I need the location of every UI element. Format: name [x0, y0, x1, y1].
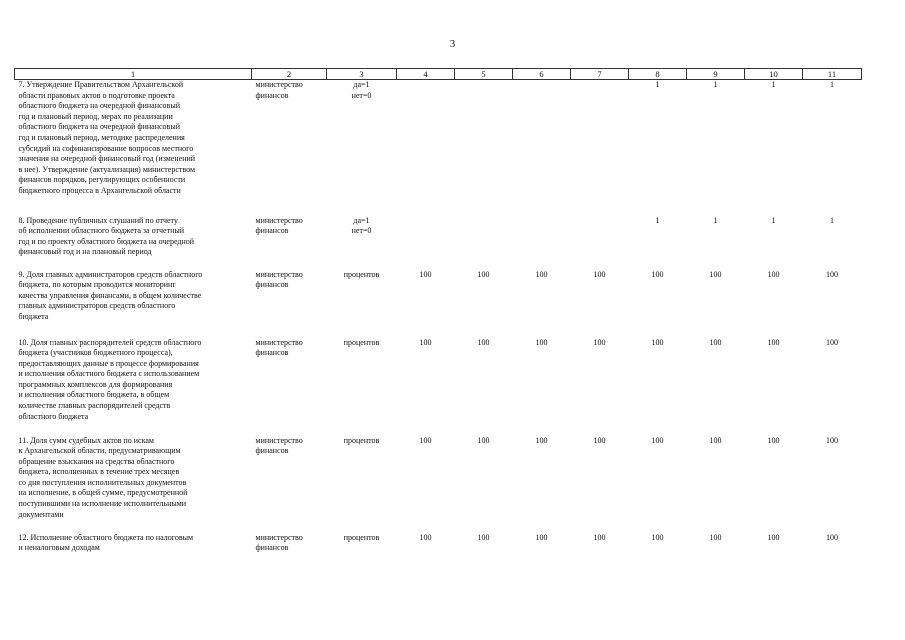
- table-row: [15, 270, 862, 338]
- responsible-executor: министерство финансов: [255, 435, 303, 456]
- value-cell: 100: [709, 532, 722, 542]
- unit-of-measure: процентов: [343, 269, 380, 279]
- value-cell: 100: [535, 532, 548, 542]
- value-cell: 100: [535, 435, 548, 445]
- value-cell: 100: [593, 337, 606, 347]
- value-cell: [455, 216, 513, 270]
- value-cell: 1: [655, 80, 660, 89]
- value-cell: 100: [767, 435, 780, 445]
- value-cell: 1: [830, 80, 834, 89]
- value-cell: 100: [767, 269, 780, 279]
- value-cell: 100: [651, 435, 664, 445]
- indicator-name: 10. Доля главных распорядителей средств областного бюджета (участников бюджетного процесса), предоставляющих данные в процессе формирования и исполнения областного бюджета с использованием программных комплексов для формирования и исполнения областного бюджета, в общем количестве главных распорядителей средств областного бюджета: [18, 337, 202, 421]
- value-cell: 100: [826, 532, 838, 542]
- value-cell: [455, 80, 513, 216]
- column-header: 7: [571, 69, 629, 80]
- table-row: [15, 436, 862, 533]
- unit-of-measure: процентов: [343, 435, 380, 445]
- value-cell: 100: [826, 337, 838, 347]
- value-cell: [397, 80, 455, 216]
- value-cell: 100: [477, 435, 490, 445]
- value-cell: 100: [535, 337, 548, 347]
- responsible-executor: министерство финансов: [255, 269, 303, 290]
- column-header: 2: [252, 69, 327, 80]
- responsible-executor: министерство финансов: [255, 337, 303, 358]
- value-cell: 100: [767, 532, 780, 542]
- value-cell: 1: [830, 215, 834, 225]
- value-cell: 1: [655, 215, 660, 225]
- value-cell: 100: [593, 435, 606, 445]
- indicator-name: 7. Утверждение Правительством Архангельской области правовых актов о подготовке проекта областного бюджета на очередной финансовый год и плановый период, мерах по реализации областного бюджета на очередной финансовый год и плановый период, методике распределения субсидий на софинансирование вопросов местного значения на очередной финансовый год (изменений в нее). Утверждение (актуализация) министерством финансов порядков, регулирующих особенности бюджетного процесса в Архангельской области: [18, 80, 196, 195]
- column-header: 9: [687, 69, 745, 80]
- value-cell: 100: [709, 337, 722, 347]
- value-cell: 1: [771, 80, 776, 89]
- column-header: 6: [513, 69, 571, 80]
- value-cell: 100: [593, 269, 606, 279]
- column-header: 10: [745, 69, 803, 80]
- table-row: [15, 216, 862, 270]
- value-cell: 100: [477, 269, 490, 279]
- value-cell: 100: [767, 337, 780, 347]
- responsible-executor: министерство финансов: [255, 80, 303, 100]
- value-cell: 100: [419, 435, 432, 445]
- value-cell: 100: [651, 532, 664, 542]
- indicator-name: 8. Проведение публичных слушаний по отчету об исполнении областного бюджета за отчетный год и по проекту областного бюджета на очередной финансовый год и на плановый период: [18, 215, 195, 257]
- indicator-table: [14, 68, 862, 559]
- unit-of-measure: да=1 нет=0: [351, 80, 372, 100]
- value-cell: 100: [419, 337, 432, 347]
- table-row: [15, 533, 862, 559]
- column-header: 4: [397, 69, 455, 80]
- column-number-row: [15, 69, 862, 80]
- unit-of-measure: процентов: [343, 337, 380, 347]
- value-cell: [397, 216, 455, 270]
- value-cell: 1: [713, 215, 718, 225]
- value-cell: 100: [535, 269, 548, 279]
- indicator-name: 9. Доля главных администраторов средств областного бюджета, по которым проводится мониторинг качества управления финансами, в общем количестве главных администраторов средств областного бюджета: [18, 269, 203, 321]
- column-header: 1: [15, 69, 252, 80]
- value-cell: 100: [709, 269, 722, 279]
- value-cell: 100: [593, 532, 606, 542]
- page-number: 3: [449, 38, 456, 50]
- indicator-name: 12. Исполнение областного бюджета по налоговым и неналоговым доходам: [18, 532, 194, 553]
- value-cell: [571, 216, 629, 270]
- column-header: 11: [803, 69, 862, 80]
- value-cell: 100: [826, 435, 838, 445]
- value-cell: 100: [477, 337, 490, 347]
- value-cell: 1: [713, 80, 718, 89]
- column-header: 5: [455, 69, 513, 80]
- unit-of-measure: процентов: [343, 532, 380, 542]
- responsible-executor: министерство финансов: [255, 532, 303, 553]
- indicator-name: 11. Доля сумм судебных актов по искам к Архангельской области, предусматривающим обращение взыскания на средства областного бюджета, исполненных в течение трех месяцев со дня поступления исполнительных документов на исполнение, в общей сумме, предусмотренной поступившими на исполнение исполнительными документами: [18, 435, 188, 519]
- value-cell: 100: [477, 532, 490, 542]
- responsible-executor: министерство финансов: [255, 215, 303, 236]
- value-cell: 100: [709, 435, 722, 445]
- value-cell: [571, 80, 629, 216]
- value-cell: 100: [651, 269, 664, 279]
- value-cell: 1: [771, 215, 776, 225]
- value-cell: [513, 80, 571, 216]
- table-row: [15, 80, 862, 216]
- table-row: [15, 338, 862, 436]
- unit-of-measure: да=1 нет=0: [351, 215, 372, 236]
- value-cell: 100: [419, 532, 432, 542]
- column-header: 3: [327, 69, 397, 80]
- value-cell: [513, 216, 571, 270]
- value-cell: 100: [826, 269, 838, 279]
- column-header: 8: [629, 69, 687, 80]
- value-cell: 100: [419, 269, 432, 279]
- value-cell: 100: [651, 337, 664, 347]
